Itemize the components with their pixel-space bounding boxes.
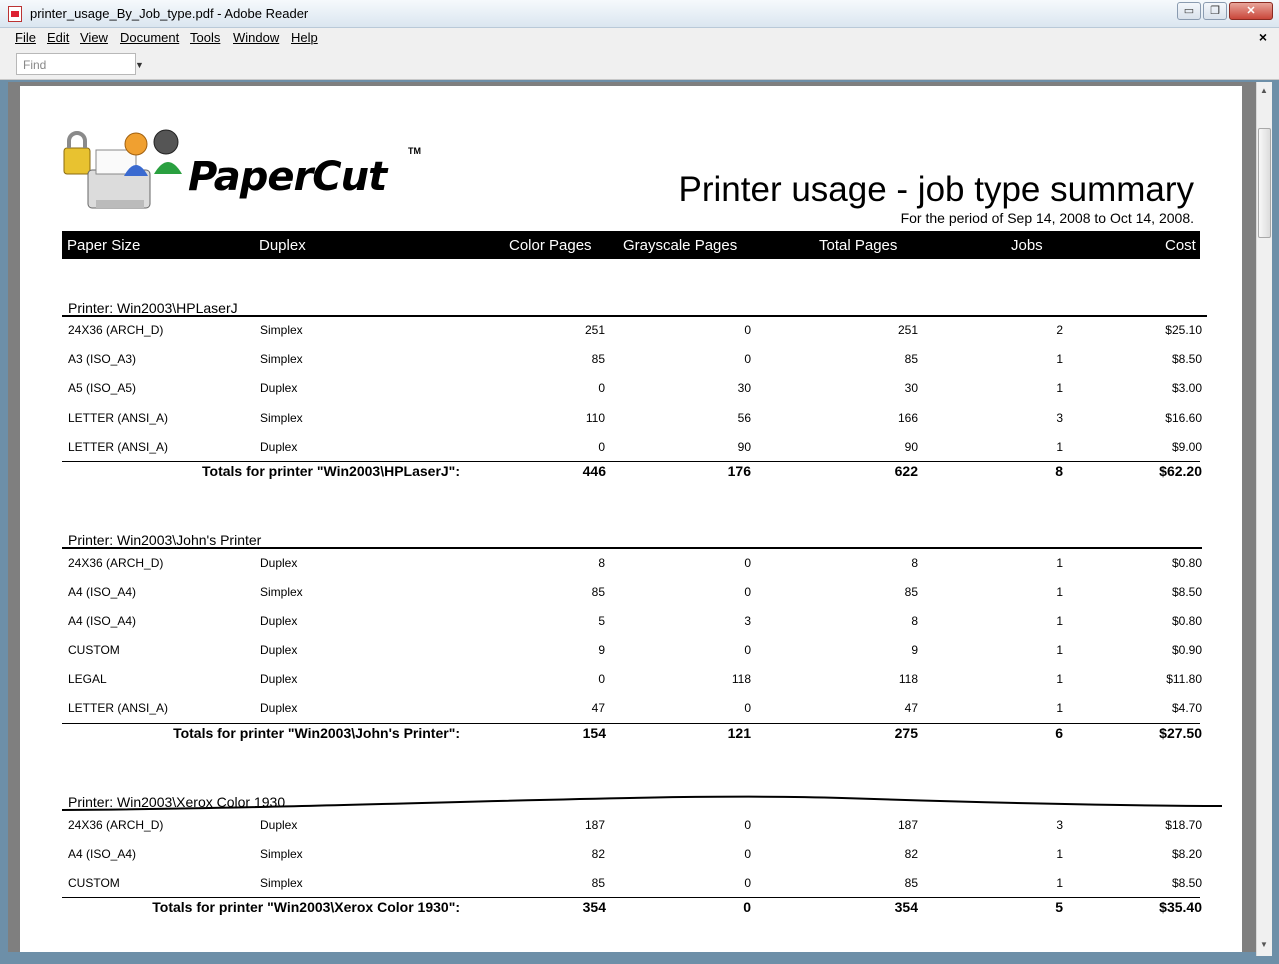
cell-duplex: Duplex (260, 556, 298, 570)
scrollbar-thumb[interactable] (1258, 128, 1271, 238)
totals-row (62, 463, 1202, 483)
col-jobs: Jobs (1011, 237, 1043, 254)
pdf-file-icon (8, 6, 22, 22)
cell-paper-size: LETTER (ANSI_A) (68, 440, 169, 454)
cell-cost: $4.70 (1171, 701, 1202, 715)
total-pages: 275 (894, 725, 918, 741)
col-paper-size: Paper Size (67, 237, 141, 254)
col-color-pages: Color Pages (509, 237, 592, 254)
cell-grayscale-pages: 0 (744, 701, 751, 715)
document-viewport[interactable] (8, 82, 1258, 952)
cell-paper-size: A4 (ISO_A4) (68, 847, 137, 861)
window-controls (1177, 2, 1273, 20)
cell-grayscale-pages: 3 (744, 614, 751, 628)
totals-divider (62, 897, 1200, 898)
cell-cost: $9.00 (1171, 440, 1202, 454)
cell-color-pages: 82 (591, 847, 605, 861)
cell-total-pages: 85 (904, 876, 918, 890)
cell-cost: $11.80 (1166, 672, 1202, 686)
window-titlebar (0, 0, 1279, 28)
cell-total-pages: 85 (904, 585, 918, 599)
minimize-button[interactable]: ▭ (1177, 2, 1201, 20)
cell-jobs: 1 (1056, 440, 1063, 454)
cell-paper-size: A4 (ISO_A4) (68, 614, 137, 628)
menu-tools[interactable]: Tools (190, 30, 221, 45)
section-divider (62, 315, 1207, 317)
col-grayscale-pages: Grayscale Pages (623, 237, 738, 254)
scroll-up-icon[interactable]: ▲ (1260, 86, 1268, 95)
find-input[interactable]: Find (16, 53, 136, 75)
col-total-pages: Total Pages (819, 237, 898, 254)
cell-duplex: Duplex (260, 701, 298, 715)
cell-cost: $8.50 (1171, 585, 1202, 599)
table-row (62, 818, 1202, 838)
cell-grayscale-pages: 118 (731, 672, 751, 686)
cell-jobs: 2 (1056, 323, 1063, 337)
total-grayscale-pages: 121 (727, 725, 751, 741)
cell-cost: $8.50 (1171, 876, 1202, 890)
pdf-page (20, 86, 1242, 952)
table-row (62, 323, 1202, 343)
cell-jobs: 1 (1056, 381, 1063, 395)
window-bottom-edge (0, 956, 1279, 964)
totals-divider (62, 461, 1200, 462)
brand-name: PaperCut (188, 154, 387, 200)
table-row (62, 847, 1202, 867)
close-document-icon[interactable]: × (1258, 29, 1267, 45)
find-dropdown-icon[interactable]: ▼ (135, 60, 144, 70)
table-row (62, 411, 1202, 431)
cell-total-pages: 85 (904, 352, 918, 366)
cell-paper-size: LETTER (ANSI_A) (68, 701, 169, 715)
cell-color-pages: 0 (598, 672, 605, 686)
menu-view[interactable]: View (80, 30, 108, 45)
table-row (62, 672, 1202, 692)
cell-jobs: 1 (1056, 847, 1063, 861)
totals-row (62, 725, 1202, 745)
cell-duplex: Duplex (260, 381, 298, 395)
table-row (62, 556, 1202, 576)
cell-paper-size: 24X36 (ARCH_D) (68, 818, 164, 832)
cell-color-pages: 8 (598, 556, 605, 570)
cell-color-pages: 5 (598, 614, 605, 628)
cell-color-pages: 9 (598, 643, 605, 657)
table-row (62, 440, 1202, 460)
cell-duplex: Duplex (260, 818, 298, 832)
total-grayscale-pages: 0 (743, 899, 751, 915)
cell-cost: $3.00 (1171, 381, 1202, 395)
cell-total-pages: 8 (911, 614, 918, 628)
table-row (62, 614, 1202, 634)
cell-paper-size: 24X36 (ARCH_D) (68, 323, 164, 337)
cell-color-pages: 85 (591, 876, 605, 890)
table-row (62, 381, 1202, 401)
cell-grayscale-pages: 0 (744, 352, 751, 366)
menu-window[interactable]: Window (233, 30, 280, 45)
cell-cost: $0.80 (1171, 556, 1202, 570)
report-period: For the period of Sep 14, 2008 to Oct 14, 2008. (900, 210, 1194, 226)
total-cost: $27.50 (1159, 725, 1202, 741)
cell-grayscale-pages: 90 (737, 440, 751, 454)
cell-paper-size: A3 (ISO_A3) (68, 352, 137, 366)
total-color-pages: 154 (582, 725, 606, 741)
menu-bar (0, 28, 1279, 48)
cell-jobs: 1 (1056, 585, 1063, 599)
cell-cost: $8.20 (1171, 847, 1202, 861)
table-row (62, 585, 1202, 605)
table-row (62, 352, 1202, 372)
col-duplex: Duplex (259, 237, 306, 254)
total-jobs: 5 (1055, 899, 1063, 915)
cell-jobs: 1 (1056, 352, 1063, 366)
cell-grayscale-pages: 30 (737, 381, 751, 395)
restore-button[interactable]: ❐ (1203, 2, 1227, 20)
cell-duplex: Simplex (260, 352, 303, 366)
cell-paper-size: CUSTOM (68, 876, 120, 890)
cell-grayscale-pages: 56 (737, 411, 751, 425)
cell-grayscale-pages: 0 (744, 818, 751, 832)
table-row (62, 876, 1202, 896)
cell-grayscale-pages: 0 (744, 876, 751, 890)
cell-total-pages: 251 (897, 323, 918, 337)
totals-row (62, 899, 1202, 919)
total-cost: $62.20 (1159, 463, 1202, 479)
totals-label: Totals for printer "Win2003\HPLaserJ": (202, 463, 460, 479)
cell-grayscale-pages: 0 (744, 585, 751, 599)
total-jobs: 6 (1055, 725, 1063, 741)
cell-total-pages: 30 (904, 381, 918, 395)
printer-section-title: Printer: Win2003\HPLaserJ (68, 300, 238, 316)
cell-cost: $0.80 (1171, 614, 1202, 628)
total-color-pages: 446 (582, 463, 606, 479)
cell-total-pages: 187 (897, 818, 918, 832)
cell-duplex: Duplex (260, 440, 298, 454)
section-divider (62, 794, 1222, 814)
close-window-button[interactable]: ✕ (1229, 2, 1273, 20)
scroll-down-icon[interactable]: ▼ (1260, 940, 1268, 949)
cell-cost: $16.60 (1165, 411, 1202, 425)
cell-jobs: 3 (1056, 411, 1063, 425)
cell-cost: $8.50 (1171, 352, 1202, 366)
cell-duplex: Simplex (260, 876, 303, 890)
window-title: printer_usage_By_Job_type.pdf - Adobe Reader (30, 6, 309, 21)
total-pages: 622 (894, 463, 918, 479)
cell-duplex: Simplex (260, 411, 303, 425)
table-row (62, 643, 1202, 663)
cell-jobs: 1 (1056, 672, 1063, 686)
cell-grayscale-pages: 0 (744, 556, 751, 570)
cell-total-pages: 118 (898, 672, 918, 686)
cell-duplex: Duplex (260, 672, 298, 686)
vertical-scrollbar[interactable] (1256, 82, 1272, 956)
cell-total-pages: 90 (904, 440, 918, 454)
cell-paper-size: 24X36 (ARCH_D) (68, 556, 164, 570)
totals-label: Totals for printer "Win2003\John's Printer": (173, 725, 460, 741)
cell-duplex: Simplex (260, 323, 303, 337)
total-cost: $35.40 (1159, 899, 1202, 915)
printer-section-title: Printer: Win2003\Xerox Color 1930 (68, 794, 286, 810)
cell-paper-size: A5 (ISO_A5) (68, 381, 137, 395)
cell-cost: $25.10 (1165, 323, 1202, 337)
cell-paper-size: CUSTOM (68, 643, 120, 657)
col-cost: Cost (1165, 237, 1196, 254)
cell-grayscale-pages: 0 (744, 323, 751, 337)
cell-total-pages: 166 (897, 411, 918, 425)
total-jobs: 8 (1055, 463, 1063, 479)
report-title: Printer usage - job type summary (678, 170, 1194, 209)
menu-edit[interactable]: Edit (47, 30, 70, 45)
cell-cost: $0.90 (1171, 643, 1202, 657)
trademark: TM (408, 146, 421, 156)
cell-color-pages: 187 (584, 818, 605, 832)
cell-jobs: 1 (1056, 701, 1063, 715)
cell-duplex: Duplex (260, 614, 298, 628)
cell-paper-size: LETTER (ANSI_A) (68, 411, 169, 425)
cell-total-pages: 8 (911, 556, 918, 570)
column-header-bar (62, 231, 1200, 259)
cell-jobs: 3 (1056, 818, 1063, 832)
cell-total-pages: 9 (911, 643, 918, 657)
cell-jobs: 1 (1056, 643, 1063, 657)
totals-label: Totals for printer "Win2003\Xerox Color 1930": (152, 899, 460, 915)
total-grayscale-pages: 176 (727, 463, 751, 479)
cell-jobs: 1 (1056, 876, 1063, 890)
cell-jobs: 1 (1056, 614, 1063, 628)
menu-document[interactable]: Document (120, 30, 180, 45)
cell-paper-size: A4 (ISO_A4) (68, 585, 137, 599)
cell-color-pages: 85 (591, 352, 605, 366)
toolbar (0, 48, 1279, 80)
totals-divider (62, 723, 1200, 724)
cell-color-pages: 0 (598, 381, 605, 395)
cell-paper-size: LEGAL (68, 672, 107, 686)
cell-duplex: Simplex (260, 585, 303, 599)
cell-total-pages: 47 (904, 701, 918, 715)
total-color-pages: 354 (582, 899, 606, 915)
printer-section-title: Printer: Win2003\John's Printer (68, 532, 262, 548)
table-row (62, 701, 1202, 721)
cell-duplex: Duplex (260, 643, 298, 657)
section-divider (62, 547, 1202, 549)
total-pages: 354 (894, 899, 918, 915)
cell-duplex: Simplex (260, 847, 303, 861)
menu-file[interactable]: File (15, 30, 36, 45)
cell-color-pages: 110 (585, 411, 605, 425)
cell-color-pages: 251 (584, 323, 605, 337)
cell-color-pages: 47 (591, 701, 605, 715)
cell-jobs: 1 (1056, 556, 1063, 570)
cell-grayscale-pages: 0 (744, 643, 751, 657)
cell-color-pages: 0 (598, 440, 605, 454)
cell-total-pages: 82 (904, 847, 918, 861)
cell-color-pages: 85 (591, 585, 605, 599)
menu-help[interactable]: Help (291, 30, 318, 45)
cell-grayscale-pages: 0 (744, 847, 751, 861)
cell-cost: $18.70 (1165, 818, 1202, 832)
